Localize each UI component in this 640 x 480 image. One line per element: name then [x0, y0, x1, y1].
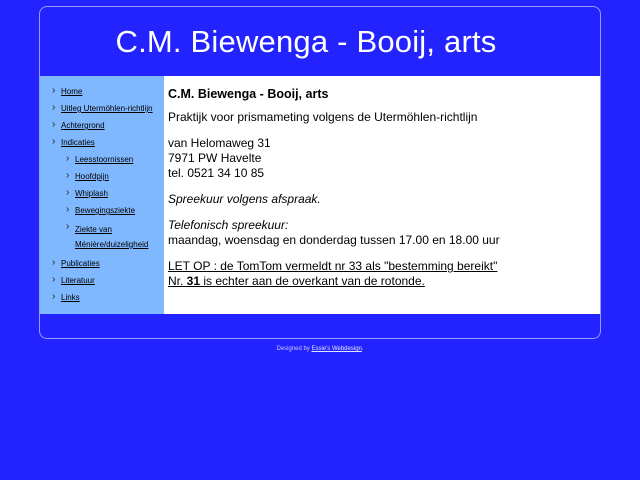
sidebar-item-whiplash[interactable]: [40, 188, 164, 199]
footer-credit: [0, 346, 640, 352]
address-city: 7971 PW Havelte: [168, 151, 262, 165]
sidebar-item-meniere[interactable]: [40, 222, 164, 252]
notice-line-2-suffix: is echter aan de overkant van de rotonde.: [200, 274, 425, 288]
chevron-right-icon: ›: [52, 119, 56, 130]
sidebar-item-indicaties[interactable]: [40, 137, 164, 148]
sidebar-link-publicaties[interactable]: Publicaties: [61, 259, 100, 268]
phone-hours-block: [168, 218, 600, 248]
phone-hours-label: Telefonisch spreekuur:: [168, 218, 289, 232]
main-content: [164, 76, 600, 314]
sidebar-link-literatuur[interactable]: Literatuur: [61, 276, 95, 285]
chevron-right-icon: ›: [66, 221, 70, 232]
sidebar-link-links[interactable]: Links: [61, 293, 80, 302]
notice-line-2-prefix: Nr.: [168, 274, 187, 288]
sidebar-nav: [40, 76, 164, 314]
sidebar-item-hoofdpijn[interactable]: [40, 171, 164, 182]
sidebar-link-achtergrond[interactable]: Achtergrond: [61, 121, 105, 130]
doctor-name: C.M. Biewenga - Booij, arts: [168, 87, 329, 101]
designer-link[interactable]: Essie's Webdesign: [311, 346, 362, 352]
appointment-note: Spreekuur volgens afspraak.: [168, 192, 321, 206]
site-header: [40, 7, 600, 76]
sidebar-link-uitleg[interactable]: Uitleg Utermöhlen-richtlijn: [61, 104, 153, 113]
sidebar-item-achtergrond[interactable]: [40, 120, 164, 131]
chevron-right-icon: ›: [52, 136, 56, 147]
site-title: C.M. Biewenga - Booij, arts: [115, 23, 497, 59]
chevron-right-icon: ›: [66, 170, 70, 181]
footer-suffix: .: [361, 346, 364, 352]
sidebar-item-leesstoornissen[interactable]: [40, 154, 164, 165]
address-block: [168, 136, 600, 181]
sidebar-item-links[interactable]: [40, 292, 164, 303]
sidebar-item-uitleg[interactable]: [40, 103, 164, 114]
sidebar-item-bewegingsziekte[interactable]: [40, 205, 164, 216]
notice-line-1: LET OP : de TomTom vermeldt nr 33 als "bestemming bereikt": [168, 259, 498, 273]
navigation-notice: [168, 259, 600, 289]
chevron-right-icon: ›: [52, 102, 56, 113]
sidebar-link-meniere[interactable]: Ziekte van Ménière/duizeligheid: [75, 225, 149, 249]
main-band: [40, 76, 600, 314]
sidebar-item-literatuur[interactable]: [40, 275, 164, 286]
phone-number: tel. 0521 34 10 85: [168, 166, 265, 180]
sidebar-item-publicaties[interactable]: [40, 258, 164, 269]
chevron-right-icon: ›: [66, 204, 70, 215]
chevron-right-icon: ›: [66, 153, 70, 164]
address-street: van Helomaweg 31: [168, 136, 271, 150]
sidebar-link-whiplash[interactable]: Whiplash: [75, 189, 108, 198]
sidebar-link-leesstoornissen[interactable]: Leesstoornissen: [75, 155, 134, 164]
page-frame: [39, 6, 601, 339]
phone-hours: maandag, woensdag en donderdag tussen 17.00 en 18.00 uur: [168, 233, 500, 247]
notice-house-number: 31: [186, 274, 201, 288]
practice-description: Praktijk voor prismameting volgens de Utermöhlen-richtlijn: [168, 110, 478, 124]
sidebar-item-home[interactable]: [40, 86, 164, 97]
chevron-right-icon: ›: [66, 187, 70, 198]
chevron-right-icon: ›: [52, 85, 56, 96]
chevron-right-icon: ›: [52, 257, 56, 268]
footer-prefix: Designed by: [276, 346, 312, 352]
sidebar-link-hoofdpijn[interactable]: Hoofdpijn: [75, 172, 109, 181]
sidebar-link-indicaties[interactable]: Indicaties: [61, 138, 95, 147]
sidebar-link-bewegingsziekte[interactable]: Bewegingsziekte: [75, 206, 136, 215]
sidebar-link-home[interactable]: Home: [61, 87, 83, 96]
chevron-right-icon: ›: [52, 291, 56, 302]
chevron-right-icon: ›: [52, 274, 56, 285]
